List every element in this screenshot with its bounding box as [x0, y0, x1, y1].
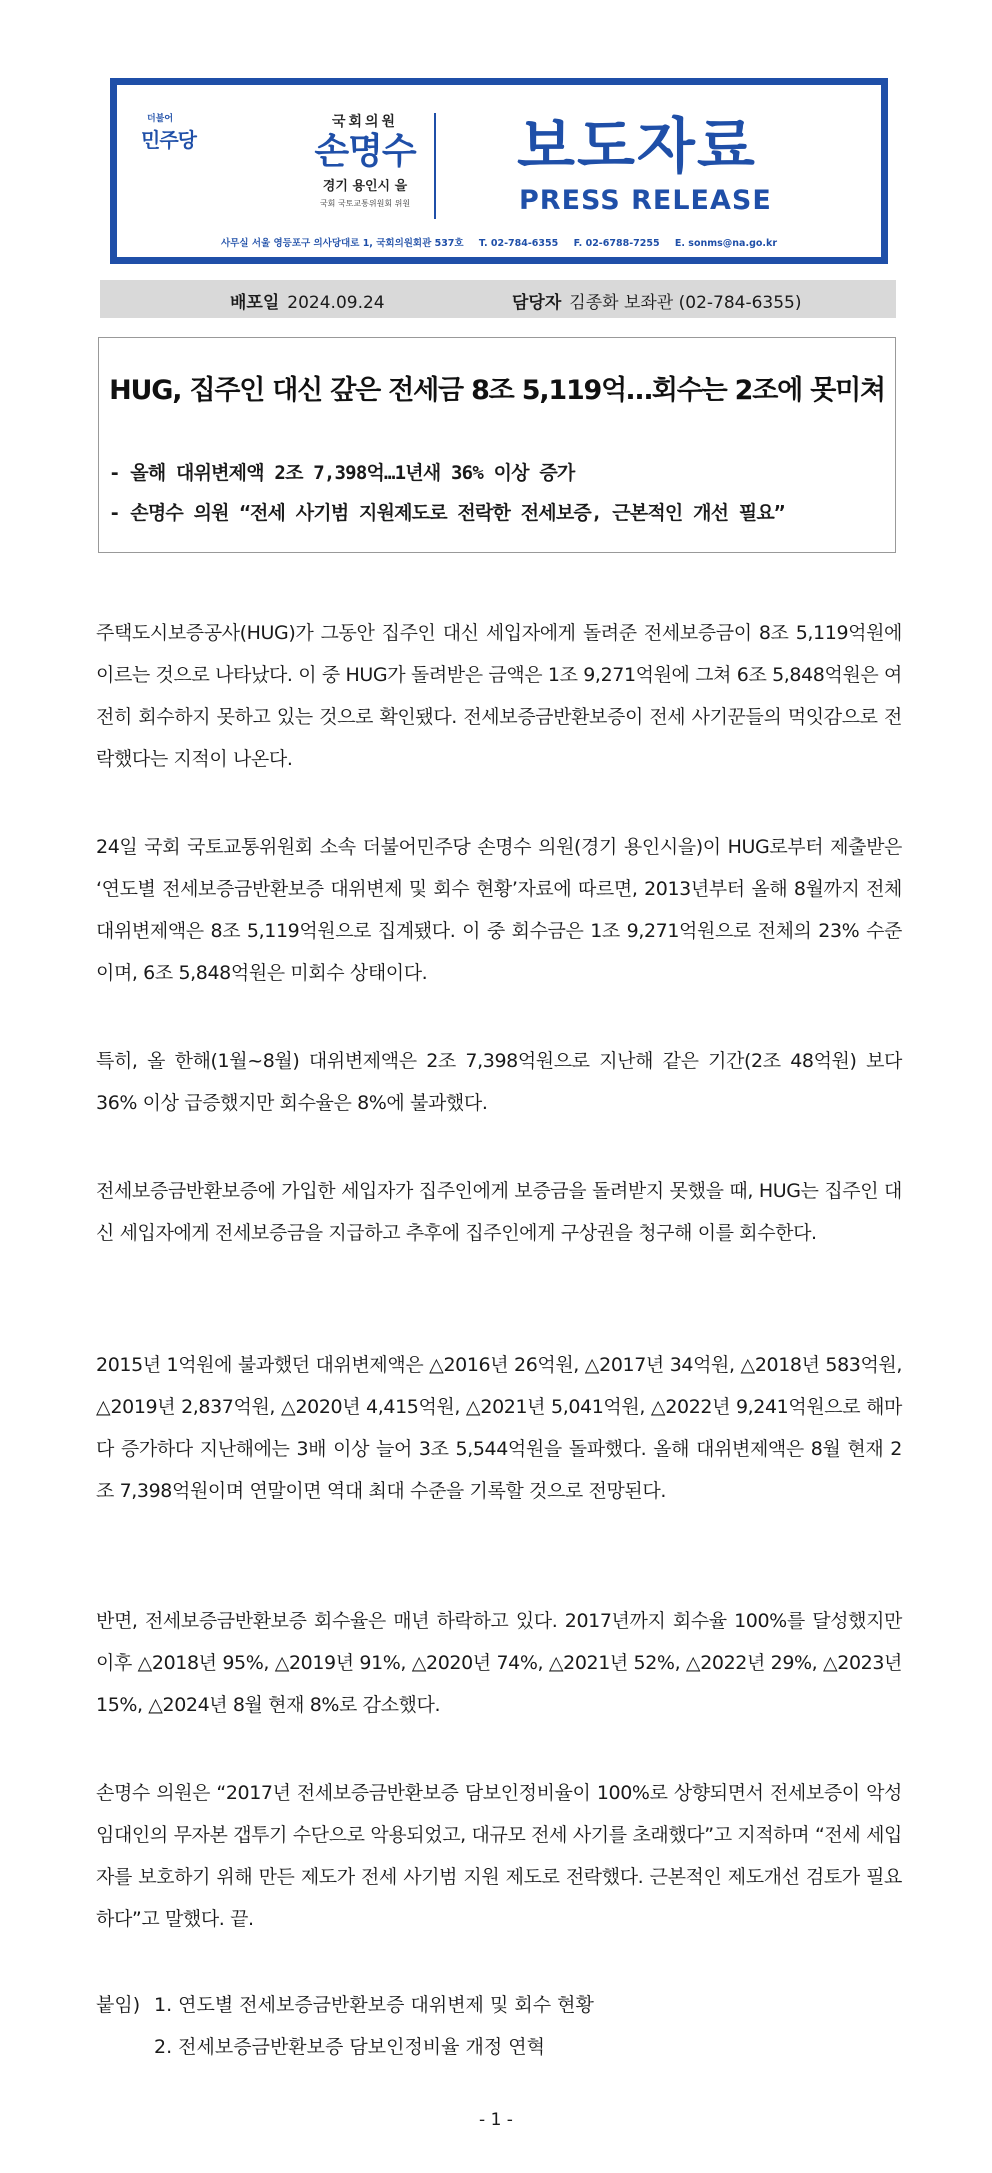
subheadline-2: - 손명수 의원 “전세 사기범 지원제도로 전락한 전세보증, 근본적인 개선 필요”	[109, 502, 785, 524]
headline-box	[98, 337, 896, 553]
office-contact-line	[117, 235, 881, 249]
attachment-item-1: 1. 연도별 전세보증금반환보증 대위변제 및 회수 현황	[154, 1994, 594, 2016]
office-email[interactable]: E. sonms@na.go.kr	[674, 238, 778, 249]
subheadline-1: - 올해 대위변제액 2조 7,398억…1년새 36% 이상 증가	[109, 462, 575, 484]
paragraph-2: 24일 국회 국토교통위원회 소속 더불어민주당 손명수 의원(경기 용인시을)이 HUG로부터 제출받은 ‘연도별 전세보증금반환보증 대위변제 및 회수 현황’자료에 따르면, 2013년부터 올해 8월까지 전체 대위변제액은 8조 5,119억원으로 집계됐다. 이 중 회수금은 1조 9,271억원으로 전체의 23% 수준이며, 6조 5,848억원은 미회수 상태이다.	[96, 836, 902, 984]
party-logo	[141, 111, 196, 153]
attachments-label: 붙임)	[96, 1994, 141, 2016]
header-divider	[434, 113, 436, 219]
paragraph-7: 손명수 의원은 “2017년 전세보증금반환보증 담보인정비율이 100%로 상향되면서 전세보증이 악성 임대인의 무자본 갭투기 수단으로 악용되었고, 대규모 전세 사기를 초래했다”고 지적하며 “전세 세입자를 보호하기 위해 만든 제도가 전세 사기범 지원 제도로 전락했다. 근본적인 제도개선 검토가 필요하다”고 말했다. 끝.	[96, 1782, 902, 1930]
headline: HUG, 집주인 대신 갚은 전세금 8조 5,119억…회수는 2조에 못미쳐	[109, 375, 885, 406]
member-committee: 국회 국토교통위원회 위원	[319, 199, 411, 208]
paragraph-1: 주택도시보증공사(HUG)가 그동안 집주인 대신 세입자에게 돌려준 전세보증금이 8조 5,119억원에 이르는 것으로 나타났다. 이 중 HUG가 돌려받은 금액은 1조 9,271억원에 그쳐 6조 5,848억원은 여전히 회수하지 못하고 있는 것으로 확인됐다. 전세보증금반환보증이 전세 사기꾼들의 먹잇감으로 전락했다는 지적이 나온다.	[96, 622, 902, 770]
release-contact-value: 김종화 보좌관 (02-784-6355)	[569, 293, 802, 313]
release-contact-label: 담당자	[512, 293, 562, 313]
attachment-item-2: 2. 전세보증금반환보증 담보인정비율 개정 연혁	[154, 2036, 546, 2058]
release-info-bar	[100, 280, 896, 318]
member-name: 손명수	[314, 131, 416, 172]
party-logo-name: 민주당	[141, 128, 196, 152]
page-number: - 1 -	[479, 2110, 513, 2130]
member-label: 국회의원	[331, 114, 399, 130]
press-release-title-kor: 보도자료	[517, 112, 757, 182]
member-district: 경기 용인시 을	[322, 179, 408, 194]
office-fax: F. 02-6788-7255	[573, 238, 660, 249]
release-date	[230, 288, 385, 313]
release-date-value: 2024.09.24	[287, 293, 385, 313]
party-logo-small: 더불어	[147, 114, 174, 124]
paragraph-4: 전세보증금반환보증에 가입한 세입자가 집주인에게 보증금을 돌려받지 못했을 때, HUG는 집주인 대신 세입자에게 전세보증금을 지급하고 추후에 집주인에게 구상권을 청구해 이를 회수한다.	[96, 1180, 902, 1244]
office-address: 사무실 서울 영등포구 의사당대로 1, 국회의원회관 537호	[220, 238, 464, 249]
release-contact	[512, 288, 802, 313]
press-release-title-eng: PRESS RELEASE	[519, 185, 772, 216]
office-tel: T. 02-784-6355	[478, 238, 559, 249]
press-header-banner	[110, 78, 888, 264]
paragraph-5: 2015년 1억원에 불과했던 대위변제액은 △2016년 26억원, △2017년 34억원, △2018년 583억원, △2019년 2,837억원, △2020년 4,415억원, △2021년 5,041억원, △2022년 9,241억원으로 해마다 증가하다 지난해에는 3배 이상 늘어 3조 5,544억원을 돌파했다. 올해 대위변제액은 8월 현재 2조 7,398억원이며 연말이면 역대 최대 수준을 기록할 것으로 전망된다.	[96, 1354, 902, 1502]
member-block	[295, 111, 435, 209]
paragraph-6: 반면, 전세보증금반환보증 회수율은 매년 하락하고 있다. 2017년까지 회수율 100%를 달성했지만 이후 △2018년 95%, △2019년 91%, △2020년 74%, △2021년 52%, △2022년 29%, △2023년 15%, △2024년 8월 현재 8%로 감소했다.	[96, 1610, 902, 1716]
paragraph-3: 특히, 올 한해(1월~8월) 대위변제액은 2조 7,398억원으로 지난해 같은 기간(2조 48억원) 보다 36% 이상 급증했지만 회수율은 8%에 불과했다.	[96, 1050, 902, 1114]
release-date-label: 배포일	[230, 293, 280, 313]
